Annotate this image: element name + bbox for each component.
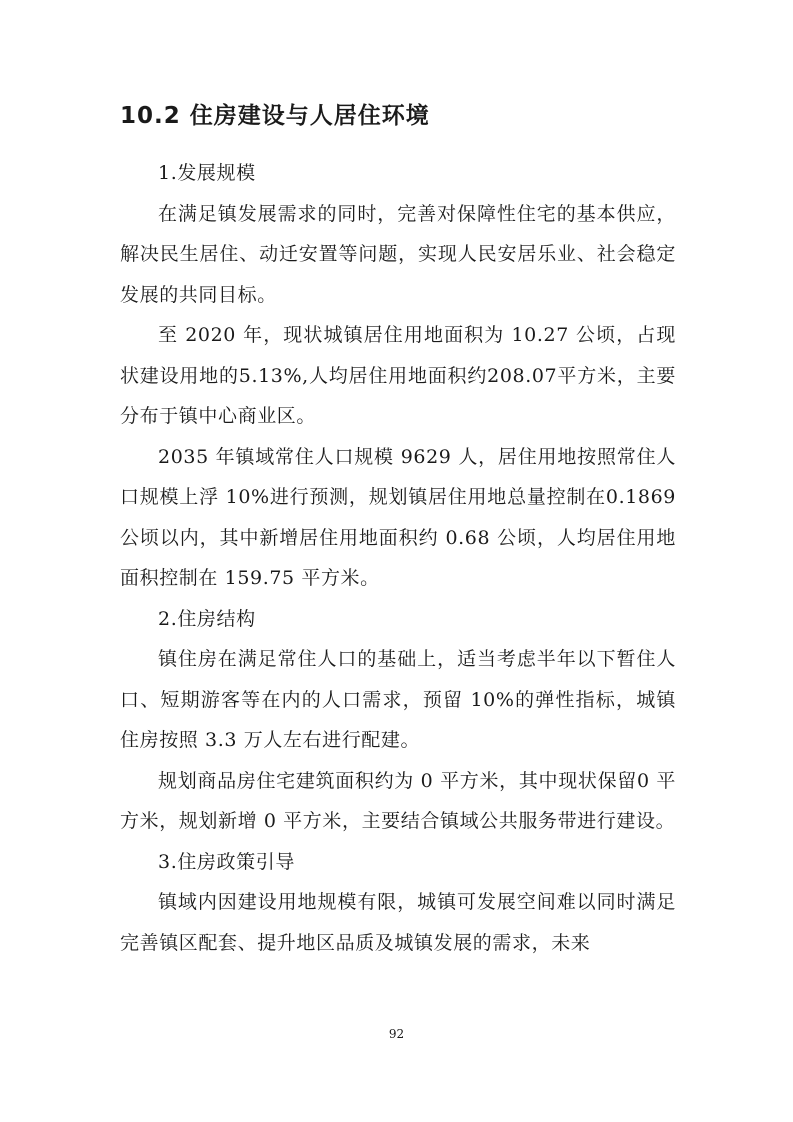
paragraph-current-residential-land: 至 2020 年，现状城镇居住用地面积为 10.27 公顷，占现状建设用地的5.13%,人均居住用地面积约208.07平方米，主要分布于镇中心商业区。 [120,324,676,427]
subsection-heading-scale: 1.发展规模 [158,162,256,184]
paragraph-2035-forecast: 2035 年镇域常住人口规模 9629 人，居住用地按照常住人口规模上浮 10%进行预测，规划镇居住用地总量控制在0.1869 公顷以内，其中新增居住用地面积约 0.68 公顷，人均居住用地面积控制在 159.75 平方米。 [120,445,676,589]
paragraph-housing-demand: 镇住房在满足常住人口的基础上，适当考虑半年以下暂住人口、短期游客等在内的人口需求，预留 10%的弹性指标，城镇住房按照 3.3 万人左右进行配建。 [120,648,676,751]
subsection-heading-structure: 2.住房结构 [158,607,256,630]
document-body [120,153,676,963]
subsection-heading-policy: 3.住房政策引导 [158,850,295,873]
paragraph-commercial-housing: 规划商品房住宅建筑面积约为 0 平方米，其中现状保留0 平方米，规划新增 0 平方米，主要结合镇域公共服务带进行建设。 [120,769,676,832]
paragraph-housing-supply: 在满足镇发展需求的同时，完善对保障性住宅的基本供应，解决民生居住、动迁安置等问题，实现人民安居乐业、社会稳定发展的共同目标。 [120,202,676,306]
paragraph-policy-guidance: 镇域内因建设用地规模有限，城镇可发展空间难以同时满足完善镇区配套、提升地区品质及城镇发展的需求，未来 [120,891,676,954]
page-number: 92 [388,1027,405,1041]
section-title: 10.2 住房建设与人居住环境 [120,103,430,129]
